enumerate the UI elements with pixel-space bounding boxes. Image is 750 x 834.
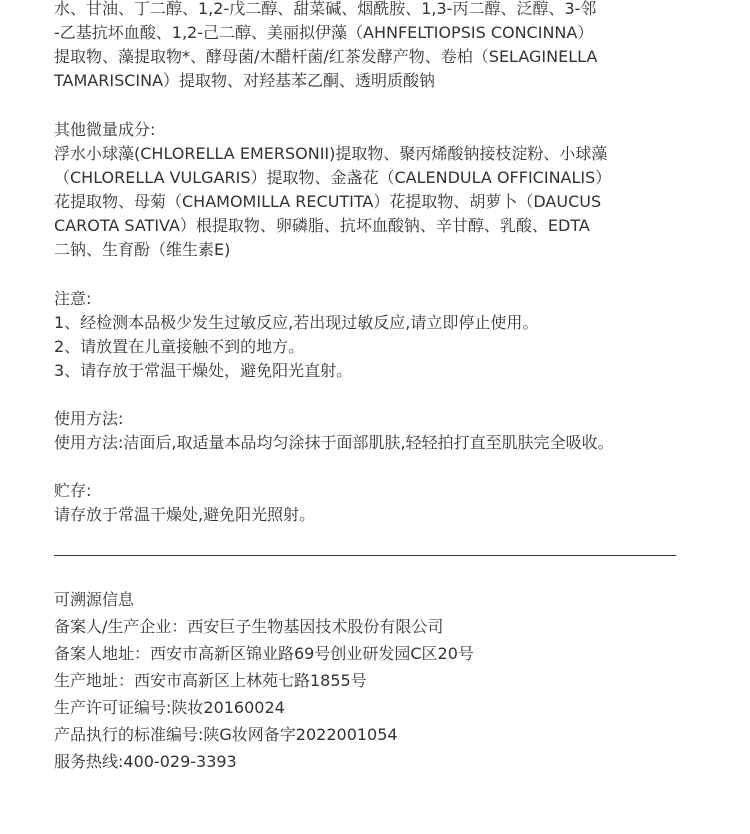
notes-heading: 注意: — [54, 289, 92, 308]
ingredients-line: 水、甘油、丁二醇、1,2-戊二醇、甜菜碱、烟酰胺、1,3-丙二醇、泛醇、3-邻 — [54, 0, 597, 18]
traceability-section — [54, 586, 474, 775]
notes-item: 1、经检测本品极少发生过敏反应,若出现过敏反应,请立即停止使用。 — [54, 313, 539, 332]
usage-text: 使用方法:洁面后,取适量本品均匀涂抹于面部肌肤,轻轻拍打直至肌肤完全吸收。 — [54, 433, 614, 452]
trace-ingredients-section — [54, 118, 611, 262]
trace-ingredients-line: （CHLORELLA VULGARIS）提取物、金盏花（CALENDULA OFFICINALIS） — [54, 168, 612, 187]
usage-section — [54, 407, 614, 455]
usage-heading: 使用方法: — [54, 409, 124, 428]
ingredients-line: 提取物、藻提取物*、酵母菌/木醋杆菌/红茶发酵产物、卷柏（SELAGINELLA — [54, 47, 598, 66]
product-standard: 产品执行的标准编号:陕G妆网备字2022001054 — [54, 725, 398, 744]
notes-item: 2、请放置在儿童接触不到的地方。 — [54, 337, 305, 356]
trace-ingredients-heading: 其他微量成分: — [54, 120, 156, 139]
production-address: 生产地址：西安市高新区上林苑七路1855号 — [54, 671, 367, 690]
filer-address: 备案人地址：西安市高新区锦业路69号创业研发园C区20号 — [54, 644, 474, 663]
storage-section — [54, 479, 315, 527]
trace-ingredients-line: CAROTA SATIVA）根提取物、卵磷脂、抗坏血酸钠、辛甘醇、乳酸、EDTA — [54, 216, 590, 235]
storage-heading: 贮存: — [54, 481, 92, 500]
ingredients-line: -乙基抗坏血酸、1,2-己二醇、美丽拟伊藻（AHNFELTIOPSIS CONCINNA） — [54, 23, 594, 42]
trace-ingredients-line: 浮水小球藻(CHLORELLA EMERSONII)提取物、聚丙烯酸钠接枝淀粉、小球藻 — [54, 144, 608, 163]
ingredients-list — [54, 0, 597, 93]
storage-text: 请存放于常温干燥处,避免阳光照射。 — [54, 505, 316, 524]
trace-ingredients-line: 二钠、生育酚（维生素E) — [54, 240, 231, 259]
service-hotline: 服务热线:400-029-3393 — [54, 752, 237, 771]
traceability-heading: 可溯源信息 — [54, 590, 135, 609]
notes-item: 3、请存放于常温干燥处，避免阳光直射。 — [54, 361, 353, 380]
ingredients-line: TAMARISCINA）提取物、对羟基苯乙酮、透明质酸钠 — [54, 71, 436, 90]
section-divider — [54, 555, 676, 556]
trace-ingredients-line: 花提取物、母菊（CHAMOMILLA RECUTITA）花提取物、胡萝卜（DAUCUS — [54, 192, 602, 211]
notes-section — [54, 287, 538, 383]
filer-info: 备案人/生产企业：西安巨子生物基因技术股份有限公司 — [54, 617, 444, 636]
production-license: 生产许可证编号:陕妆20160024 — [54, 698, 285, 717]
